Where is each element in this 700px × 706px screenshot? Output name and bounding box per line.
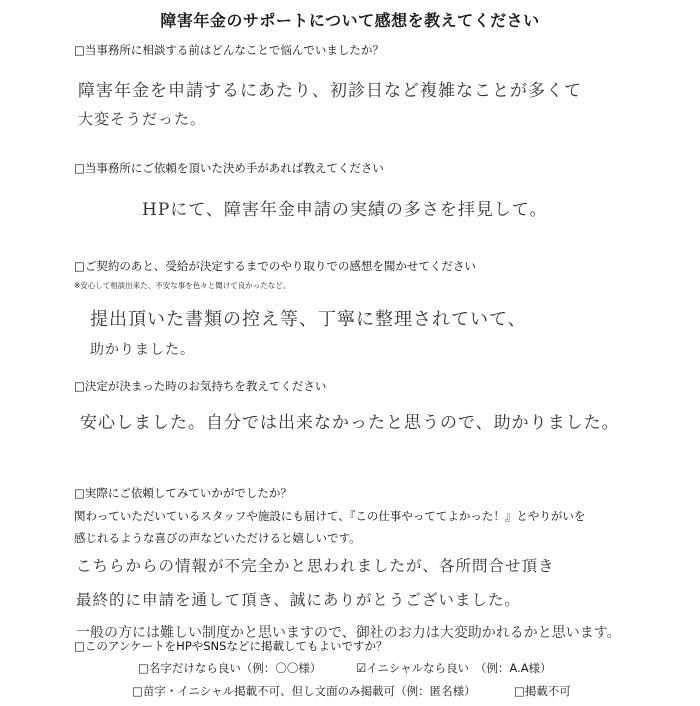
handwritten-answer-concerns-line1: 障害年金を申請するにあたり、初診日など複雑なことが多くて (78, 81, 582, 101)
question-experience-desc-line2: 感じれるような喜びの声などいただけると嬉しいです。 (74, 531, 361, 545)
question-publish: □このアンケートをHPやSNSなどに掲載してもよいですか？ (74, 639, 388, 653)
handwritten-answer-feelings: 安心しました。自分では出来なかったと思うので、助かりました。 (80, 413, 620, 433)
question-feelings: □決定が決まった時のお気持ちを教えてください (74, 379, 327, 393)
option-text-only[interactable]: □苗字・イニシャル掲載不可、但し文面のみ掲載可（例：匿名様） (132, 684, 476, 698)
question-interactions-note: ※安心して相談出来た、不安な事を色々と聞けて良かったなど。 (74, 281, 291, 290)
option-surname-only[interactable]: □名字だけなら良い（例：〇〇様） (138, 661, 322, 675)
handwritten-answer-experience-line1: こちらからの情報が不完全かと思われましたが、各所問合せ頂き (76, 557, 555, 575)
question-interactions: □ご契約のあと、受給が決定するまでのやり取りでの感想を聞かせてください (74, 259, 476, 273)
handwritten-answer-interactions-line2: 助かりました。 (90, 342, 195, 358)
handwritten-answer-experience-line2: 最終的に申請を通して頂き、誠にありがとうございました。 (76, 591, 521, 609)
handwritten-answer-experience-line3: 一般の方には難しい制度かと思いますので、御社のお力は大変助かれるかと思います。 (76, 625, 621, 641)
question-experience: □実際にご依頼してみていかがでしたか？ (74, 486, 292, 500)
handwritten-answer-deciding-factor: HPにて、障害年金申請の実績の多さを拝見して。 (142, 200, 548, 220)
handwritten-answer-interactions-line1: 提出頂いた書類の控え等、丁寧に整理されていて、 (90, 309, 527, 330)
question-experience-desc-line1: 関わっていただいているスタッフや施設にも届けて、『この仕事やっててよかった！』とやりがいを (74, 509, 586, 523)
option-initials-checked[interactable]: ☑イニシャルなら良い （例：A.A様） (356, 661, 552, 675)
question-concerns: □当事務所に相談する前はどんなことで悩んでいましたか？ (74, 43, 384, 57)
page-title: 障害年金のサポートについて感想を教えてください (160, 11, 540, 30)
handwritten-answer-concerns-line2: 大変そうだった。 (78, 110, 207, 128)
question-deciding-factor: □当事務所にご依頼を頂いた決め手があれば教えてください (74, 161, 384, 175)
option-no-publish[interactable]: □掲載不可 (514, 684, 571, 698)
